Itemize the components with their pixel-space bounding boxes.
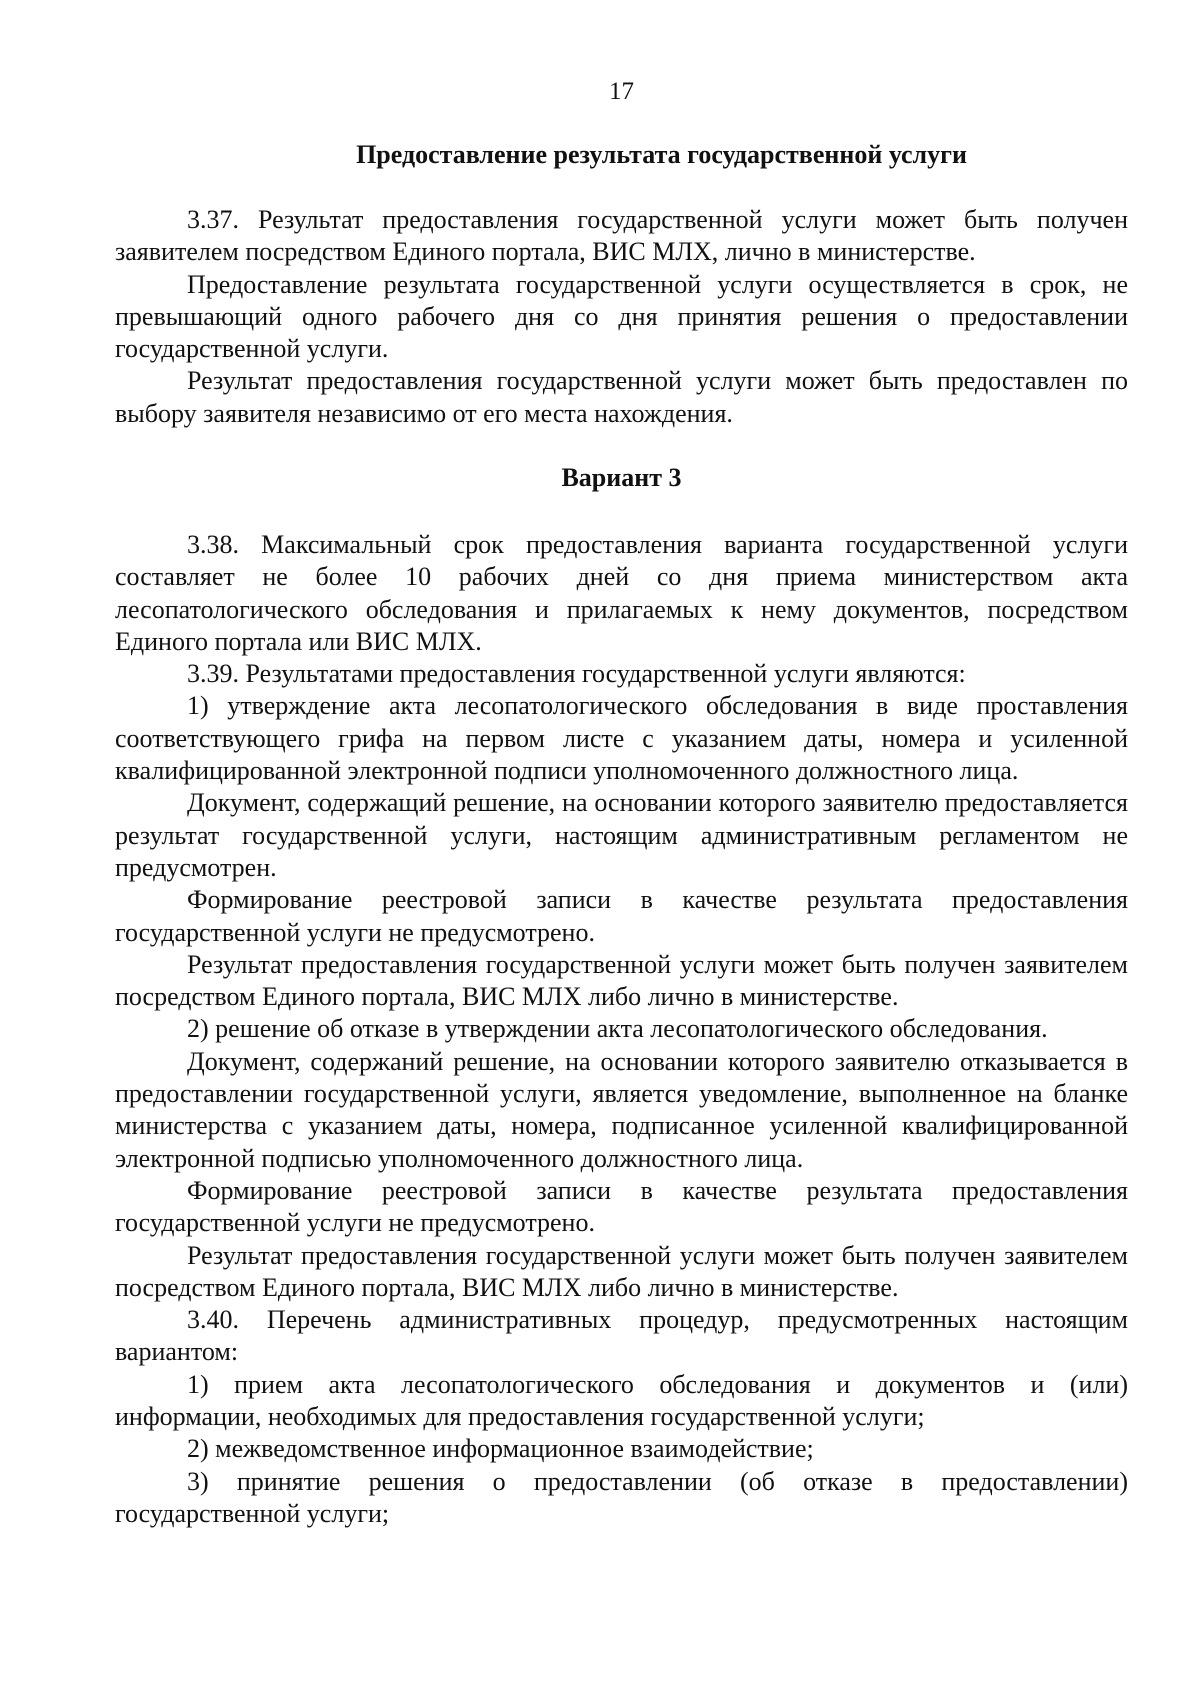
list-item-procedure-1: 1) прием акта лесопатологического обследования и документов и (или) информации, необходимых для предоставления государственной услуги; bbox=[115, 1369, 1128, 1432]
list-item-refusal: 2) решение об отказе в утверждении акта лесопатологического обследования. bbox=[187, 1014, 1048, 1044]
paragraph-registry-record: Формирование реестровой записи в качестве результата предоставления государственной услуги не предусмотрено. bbox=[115, 885, 1128, 947]
list-item-procedure-2: 2) межведомственное информационное взаимодействие; bbox=[187, 1434, 814, 1464]
paragraph-3-37: 3.37. Результат предоставления государственной услуги может быть получен заявителем посредством Единого портала, ВИС МЛХ, лично в министерстве. bbox=[115, 205, 1128, 267]
paragraph-delivery-term: Предоставление результата государственной услуги осуществляется в срок, не превышающий одного рабочего дня со дня принятия решения о предоставлении государственной услуги. bbox=[115, 269, 1128, 364]
paragraph-decision-document: Документ, содержащий решение, на основании которого заявителю предоставляется результат государственной услуги, настоящим административным регламентом не предусмотрен. bbox=[115, 788, 1128, 882]
paragraph-result-delivery: Результат предоставления государственной услуги может быть получен заявителем посредством Единого портала, ВИС МЛХ либо лично в министерстве. bbox=[115, 949, 1128, 1012]
paragraph-3-39: 3.39. Результатами предоставления государственной услуги являются: bbox=[187, 659, 966, 689]
paragraph-delivery-choice: Результат предоставления государственной услуги может быть предоставлен по выбору заявителя независимо от его места нахождения. bbox=[115, 366, 1128, 428]
variant-title: Вариант 3 bbox=[561, 463, 682, 492]
paragraph-3-40: 3.40. Перечень административных процедур, предусмотренных настоящим вариантом: bbox=[115, 1305, 1128, 1367]
paragraph-registry-record-2: Формирование реестровой записи в качестве результата предоставления государственной услуги не предусмотрено. bbox=[115, 1175, 1128, 1238]
list-item-procedure-3: 3) принятие решения о предоставлении (об отказе в предоставлении) государственной услуги; bbox=[115, 1466, 1128, 1528]
paragraph-result-delivery-2: Результат предоставления государственной услуги может быть получен заявителем посредством Единого портала, ВИС МЛХ либо лично в министерстве. bbox=[115, 1240, 1128, 1302]
page-number: 17 bbox=[609, 78, 634, 105]
section-body bbox=[115, 204, 1128, 430]
list-item-approval: 1) утверждение акта лесопатологического обследования в виде проставления соответствующего грифа на первом листе с указанием даты, номера и усиленной квалифицированной электронной подписи уполномоченного должностного лица. bbox=[115, 691, 1128, 786]
section-title: Предоставление результата государственной услуги bbox=[356, 140, 967, 169]
paragraph-3-38: 3.38. Максимальный срок предоставления варианта государственной услуги составляет не более 10 рабочих дней со дня приема министерством акта лесопатологического обследования и прилагаемых к нему документов, посредством Единого портала или ВИС МЛХ. bbox=[115, 530, 1128, 656]
paragraph-refusal-document: Документ, содержаний решение, на основании которого заявителю отказывается в предоставлении государственной услуги, является уведомление, выполненное на бланке министерства с указанием даты, номера, подписанное усиленной квалифицированной электронной подписью уполномоченного должностного лица. bbox=[115, 1046, 1128, 1173]
variant-body bbox=[115, 529, 1128, 1530]
